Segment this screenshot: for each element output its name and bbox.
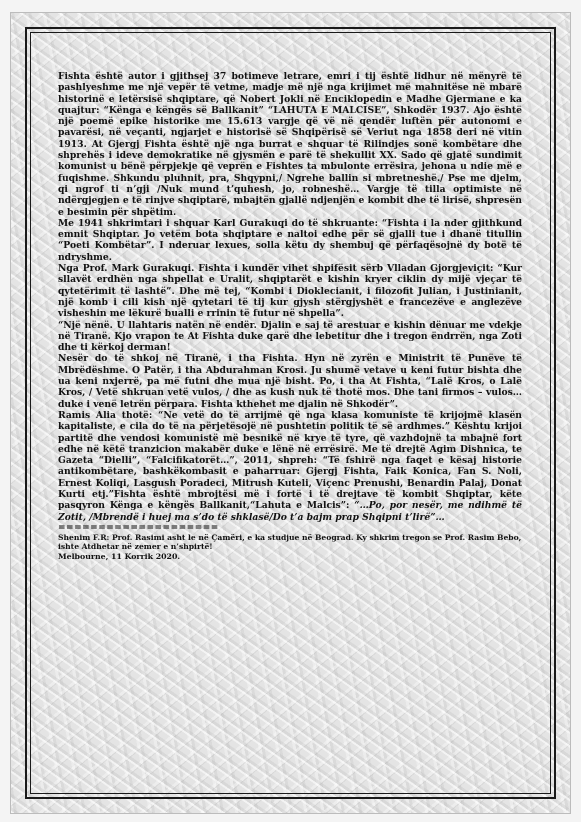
paragraph-krosi: Nesër do të shkoj në Tiranë, i tha Fishta. Hyn në zyrën e Ministrit të Punëve të Mbrëdëshme. O Patër, i tha Abdurahman Krosi. Ju shumë vetave u keni futur bishta dhe ua keni nxjerrë, pa më futni dhe mua një bisht. Po, i tha At Fishta, “Lalë Kros, o Lalë Kros, / Vetë shkruan vetë vulos, / dhe as kush nuk të thotë mos. Dhe tani firmos – vulos… duke i venë letrën përpara. Fishta kthehet me djalin në Shkodër”. xyxy=(58,353,522,410)
paragraph-mother-story: “Një nënë. U llahtaris natën në endër. Djalin e saj të arestuar e kishin dënuar me vdekje në Tiranë. Kjo vrapon te At Fishta duke qarë dhe lebetitur dhe i tregon ëndrrën, nga Zoti dhe ti kërkoj derman! xyxy=(58,319,522,354)
separator-line: ==================== xyxy=(58,522,219,533)
author-note: Shenim F.R: Prof. Rasimi asht le në Çamëri, e ka studjue në Beograd. Ky shkrim tregon se Prof. Rasim Bebo, ishte Atdhetar në zemer e n’shpirtë! xyxy=(58,532,522,552)
lahuta-closing-quote: “…Po, por nesër, me ndihmë të Zotit, /Mbrendë i huej ma s’do të shklasë/Do t’a bajm prap Shqipni t’lirë”… xyxy=(58,500,522,523)
paragraph-gjorgjevic: Nga Prof. Mark Gurakuqi. Fishta i kundër vihet shpifësit sërb Vlladan Gjorgjeviçit: “Kur sllavët erdhën nga shpellat e Uralit, shqiptarët e kishin kryer ciklin dy mijë vjeçar të qytetërimit të lashtë”. Dhe më tej, “Kombi i Dioklecianit, i filozofit Julian, i Justinianit, një komb i cili kish një qytetari të tij kur gjysh stërgjyshët e francezëve e anglezëve visheshin me lëkurë bualli e rrinin të futur në shpella”. xyxy=(58,263,522,320)
paragraph-ramiz-alia-text: Ramis Alia thotë: “Ne vetë do të arrijmë që nga klasa komuniste të krijojmë klasën kapitaliste, e cila do të na përjetësojë në pushtetin politik të së ardhmes.” Kështu krijoi partitë dhe vendosi komunistë më besnikë në krye të tyre, që vazhdojnë ta mbajnë fort edhe në këtë tranzicion makabër duke e lënë në errësirë. Me të drejtë Agim Dishnica, te Gazeta “Dielli”, “Falcifikatorët…”, 2011, shpreh: “Të fshirë nga faqet e kësaj historie antikombëtare, bashkëkombasit e paharruar: Gjergj Fishta, Faik Konica, Fan S. Noli, Ernest Koliqi, Lasgush Poradeci, Mitrush Kuteli, Viçenc Prenushi, Benardin Palaj, Donat Kurti etj.”Fishta është mbrojtësi më i fortë i të drejtave të kombit Shqiptar, këte pasqyron Kënga e këngës Ballkanit,“Lahuta e Malcis”: xyxy=(58,409,522,512)
dateline: Melbourne, 11 Korrik 2020. xyxy=(58,551,181,561)
article-body xyxy=(58,71,522,562)
paragraph-ramiz-alia xyxy=(58,410,522,523)
page-background xyxy=(10,12,571,814)
paragraph-gurakuqi-1941: Me 1941 shkrimtari i shquar Karl Gurakuqi do të shkruante: “Fishta i la nder gjithkund emnit Shqiptar. Jo vetëm bota shqiptare e naltoi edhe për së gjalli tue i dhanë titullin “Poeti Kombëtar”. I nderuar lexues, solla këtu dy shembuj që përfaqësojnë dy botë të ndryshme. xyxy=(58,217,522,263)
paragraph-fishta-intro: Fishta është autor i gjithsej 37 botimeve letrare, emri i tij është lidhur në mënyrë të pashlyeshme me një vepër të vetme, madje më një nga krijimet më mahnitëse në mbarë historinë e letërsisë shqiptare, që Nobert Jokli në Enciklopedin e Madhe Gjermane e ka quajtur: “Kënga e këngës së Ballkanit” “LAHUTA E MALCISE”, Shkodër 1937. Ajo është një poemë epike historike me 15.613 vargje që vë në qendër luftën për autonomi e pavarësi, në veçanti, ngjarjet e historisë së Shqipërisë së Veriut nga 1858 deri në vitin 1913. At Gjergj Fishta është një nga burrat e shquar të Rilindjes sonë kombëtare dhe shprehës i ideve demokratike në gjysmën e parë të shekullit XX. Sado që gjatë sundimit komunist u bënë përpjekje që veprën e Fishtes ta mbulonte errësira, jehona u ndie më e fuqishme. Shkundu pluhnit, pra, Shqypni,/ Ngrehe ballin si mbretneshë./ Pse me djelm, qi ngrof ti n’gji /Nuk mund t’quhesh, jo, robneshë… Vargje të tilla optimiste në ndërgjegjen e të rinjve shqiptarë, mbajtën gjallë ndjenjën e kombit dhe të lirisë, shpresën e besimin për shpëtim. xyxy=(58,71,522,218)
